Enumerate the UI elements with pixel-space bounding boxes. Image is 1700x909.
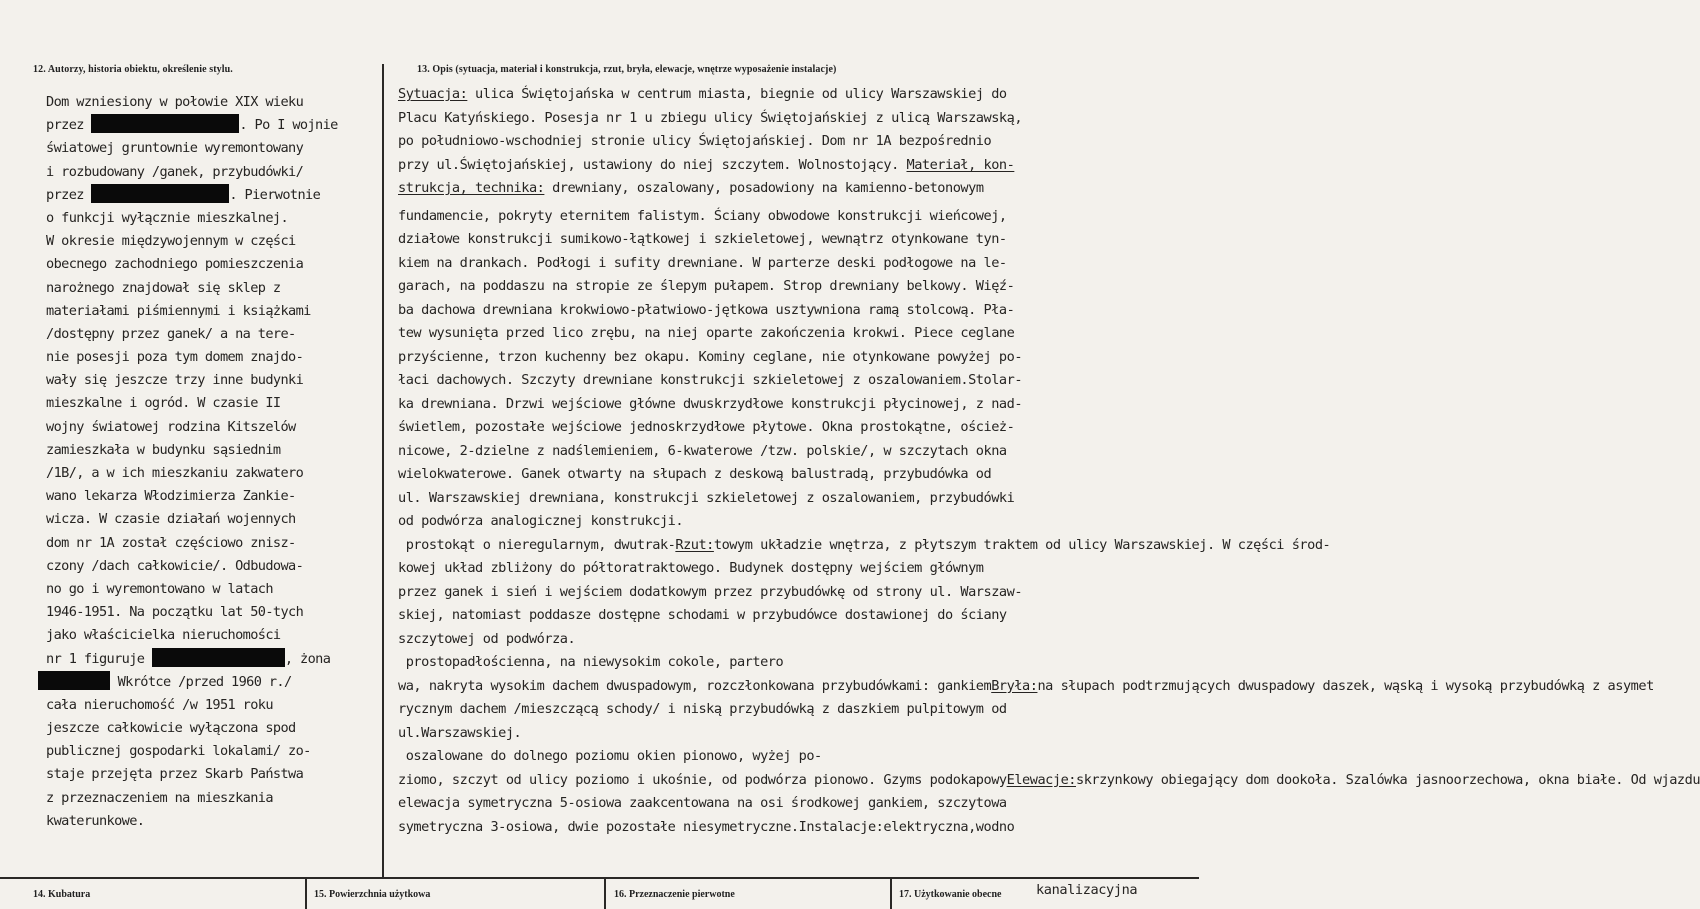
text-line: od podwórza analogicznej konstrukcji. [398,513,691,529]
text-line: dom nr 1A został częściowo znisz- [46,534,296,551]
text-line [398,675,1654,699]
text-line: wały się jeszcze trzy inne budynki [46,372,304,389]
term-material: Materiał, kon- [906,156,1015,173]
redaction-bar [91,184,229,203]
text-line: czony /dach całkowicie/. Odbudowa- [46,557,304,574]
text-line: szczytowej od podwórza. [398,630,583,647]
text-line: wicza. W czasie działań wojennych [46,511,296,528]
section-12-text [46,91,382,833]
text-line: po południowo-wschodniej stronie ulicy Świętojańskiej. Dom nr 1A bezpośrednio [398,133,992,149]
text-line: skiej, natomiast poddasze dostępne schodami w przybudówce dostawionej do ściany [398,607,1007,623]
text-line: wielokwaterowe. Ganek otwarty na słupach z deskową balustradą, przybudówka od [398,466,992,482]
text-line: garach, na poddaszu na stropie ze ślepym pułapem. Strop drewniany belkowy. Więź- [398,278,1015,294]
text-line: kiem na drankach. Podłogi i sufity drewniane. W parterze deski podłogowe na le- [398,254,1007,271]
text-line: kwaterunkowe. [46,812,145,829]
text-line: nicowe, 2-dzielne z nadślemieniem, 6-kwaterowe /tzw. polskie/, w szczytach okna [398,442,1007,459]
text-line: ul.Warszawskiej. [398,724,529,741]
text-line: świetlem, pozostałe wejściowe jednoskrzydłowe płytowe. Okna prostokątne, oścież- [398,419,1015,435]
text-line: światowej gruntownie wyremontowany [46,140,304,157]
text-line [398,769,1700,793]
text-fragment: . Po I wojnie [239,117,338,134]
text-line: materiałami piśmiennymi i książkami [46,302,311,319]
text-line: no go i wyremontowano w latach [46,580,273,597]
footer-divider [604,879,606,909]
term-bryla: Bryła: [991,677,1038,694]
term-konstrukcja: strukcja, technika: [398,180,545,196]
text-line: jako właścicielka nieruchomości [46,627,281,644]
text-line: rycznym dachem /mieszczącą schody/ i niską przybudówką z daszkiem pulpitowym od [398,701,1007,717]
text-line: ba dachowa drewniana krokwiowo-płatwiowo-jętkowa usztywniona ramą stolcową. Pła- [398,301,1015,318]
text-line [398,83,1194,107]
text-line: o funkcji wyłącznie mieszkalnej. [46,209,289,226]
text-line: wano lekarza Włodzimierza Zankie- [46,488,296,505]
text-line: z przeznaczeniem na mieszkania [46,789,273,806]
text-line: elewacja symetryczna 5-osiowa zaakcentowana na osi środkowej gankiem, szczytowa [398,795,1007,811]
text-line [46,114,382,137]
text-fragment: . Pierwotnie [229,186,321,203]
text-fragment: , żona [284,650,331,667]
text-line: /1B/, a w ich mieszkaniu zakwatero [46,465,304,481]
text-line [46,184,382,207]
footer-divider [890,879,892,909]
text-line [46,648,382,671]
text-fragment: przy ul.Świętojańskiej, ustawiony do niej szczytem. Wolnostojący. [398,156,907,173]
term-elewacje: Elewacje: [1006,771,1076,788]
text-line: obecnego zachodniego pomieszczenia [46,256,304,273]
redaction-bar [38,671,110,690]
text-line [398,534,1331,558]
redaction-bar [91,114,239,133]
text-line: symetryczna 3-osiowa, dwie pozostałe niesymetryczne.Instalacje:elektryczna,wodno [398,818,1015,835]
text-line [398,154,1194,178]
text-line: 1946-1951. Na początku lat 50-tych [46,604,304,621]
text-line: cała nieruchomość /w 1951 roku [46,696,273,713]
text-line: staje przejęta przez Skarb Państwa [46,766,304,783]
text-line: Dom wzniesiony w połowie XIX wieku [46,94,304,110]
section-13-header: 13. Opis (sytuacja, materiał i konstrukcja, rzut, bryła, elewacje, wnętrze wyposażenie instalacje) [417,64,837,75]
text-line: przyścienne, trzon kuchenny bez okapu. Kominy ceglane, nie otynkowane powyżej po- [398,348,1023,365]
uzytkowanie-value: kanalizacyjna [1036,882,1138,898]
text-fragment: prostokąt o nieregularnym, dwutrak- [398,536,676,553]
powierzchnia-label: 15. Powierzchnia użytkowa [314,889,431,900]
term-sytuacja: Sytuacja: [398,86,468,102]
text-fragment: ulica Świętojańska w centrum miasta, biegnie od ulicy Warszawskiej do [467,86,1007,102]
section-13-text [398,83,1700,886]
section-12-header: 12. Autorzy, historia obiektu, określenie stylu. [33,64,233,75]
text-line: oszalowane do dolnego poziomu okien pionowo, wyżej po- [398,748,822,764]
text-line: /dostępny przez ganek/ a na tere- [46,325,296,342]
text-fragment: nr 1 figuruje [46,650,152,667]
text-line: ul. Warszawskiej drewniana, konstrukcji szkieletowej z oszalowaniem, przybudówki [398,489,1015,506]
text-line: i rozbudowany /ganek, przybudówki/ [46,163,304,180]
redaction-bar [152,648,285,667]
text-line: mieszkalne i ogród. W czasie II [46,395,281,412]
text-fragment: skrzynkowy obiegający dom dookoła. Szalówka jasnoorzechowa, okna białe. Od wjazdu [1075,771,1700,788]
text-line: Placu Katyńskiego. Posesja nr 1 u zbiegu ulicy Świętojańskiej z ulicą Warszawską, [398,109,1023,126]
text-line: tew wysunięta przed lico zrębu, na niej oparte zakończenia krokwi. Piece ceglane [398,325,1015,341]
term-rzut: Rzut: [675,536,714,553]
text-line: nie posesji poza tym domem znajdo- [46,349,304,366]
text-line: zamieszkała w budynku sąsiednim [46,441,281,458]
footer-divider [305,879,307,909]
text-fragment: przez [46,186,92,203]
text-fragment: wa, nakryta wysokim dachem dwuspadowym, rozczłonkowana przybudówkami: gankiem [398,677,992,694]
text-line: jeszcze całkowicie wyłączona spod [46,720,296,737]
footer-row [0,877,1199,909]
text-fragment: przez [46,117,92,134]
przeznaczenie-label: 16. Przeznaczenie pierwotne [614,889,735,900]
text-line: fundamencie, pokryty eternitem falistym. Ściany obwodowe konstrukcji wieńcowej, [398,207,1007,224]
text-line: przez ganek i sień i wejściem dodatkowym przez przybudówkę od strony ul. Warszaw- [398,583,1023,600]
kubatura-label: 14. Kubatura [33,889,91,900]
text-line: W okresie międzywojennym w części [46,233,296,250]
text-line: narożnego znajdował się sklep z [46,279,281,296]
text-fragment: drewniany, oszalowany, posadowiony na kamienno-betonowym [544,180,984,196]
text-fragment: ziomo, szczyt od ulicy poziomo i ukośnie, od podwórza pionowo. Gzyms podokapowy [398,771,1007,788]
text-line: ka drewniana. Drzwi wejściowe główne dwuskrzydłowe konstrukcji płycinowej, z nad- [398,395,1023,412]
text-fragment: Wkrótce /przed 1960 r./ [110,673,292,690]
text-line: łaci dachowych. Szczyty drewniane konstrukcji szkieletowej z oszalowaniem.Stolar- [398,372,1023,388]
text-fragment: na słupach podtrzmujących dwuspadowy daszek, wąską i wysoką przybudówką z asymet [1037,677,1654,694]
text-line: publicznej gospodarki lokalami/ zo- [46,743,311,760]
text-line: wojny światowej rodzina Kitszelów [46,418,296,435]
text-fragment: towym układzie wnętrza, z płytszym traktem od ulicy Warszawskiej. W części środ- [713,536,1331,553]
text-line [398,177,1194,201]
text-line: prostopadłościenna, na niewysokim cokole, partero [398,654,784,670]
column-divider [382,64,384,877]
text-line [398,839,1194,863]
text-line [46,671,382,694]
uzytkowanie-label: 17. Użytkowanie obecne [899,889,1002,900]
text-line: kowej układ zbliżony do półtoratraktowego. Budynek dostępny wejściem głównym [398,560,984,576]
text-line: działowe konstrukcji sumikowo-łątkowej i szkieletowej, wewnątrz otynkowane tyn- [398,231,1007,247]
